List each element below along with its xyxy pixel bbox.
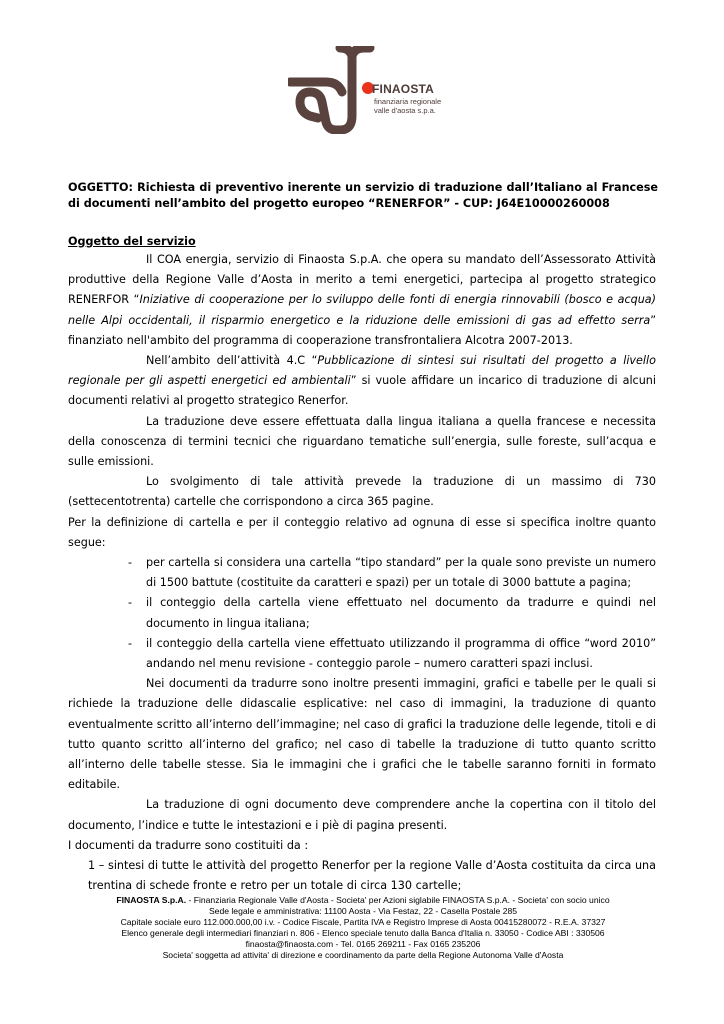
paragraph-3: La traduzione deve essere effettuata dalla lingua italiana a quella francese e necessita della conoscenza di termini tecnici che riguardano tematiche sull’energia, sulle foreste, sull’acqua e sulle emissioni. <box>68 414 656 469</box>
section-heading: Oggetto del servizio <box>68 235 196 248</box>
footer-company: FINAOSTA S.p.A. <box>116 895 187 905</box>
paragraph-1: Il COA energia, servizio di Finaosta S.p.A. che opera su mandato dell’Assessorato Attività produttive della Regione Valle d’Aosta in merito a temi energetici, partecipa al progetto strategico RENERFOR “Iniziative di cooperazione per lo sviluppo delle fonti di energia rinnovabili (bosco e acqua) nelle Alpi occidentali, il risparmio energetico e la riduzione delle emissioni di gas ad effetto serra” finanziato nell'ambito del programma di cooperazione transfrontaliera Alcotra 2007-2013. <box>68 253 657 347</box>
paragraph-8: I documenti da tradurre sono costituiti da : <box>68 838 309 852</box>
paragraph-7: La traduzione di ogni documento deve comprendere anche la copertina con il titolo del documento, l’indice e tutte le intestazioni e i piè di pagina presenti. <box>68 798 656 832</box>
footer-line-3: Capitale sociale euro 112.000.000,00 i.v. - Codice Fiscale, Partita IVA e Registro Imprese di Aosta 00415280072 - R.E.A. 37327 <box>120 916 606 927</box>
paragraph-2: Nell’ambito dell’attività 4.C “Pubblicazione di sintesi sui risultati del progetto a livello regionale per gli aspetti energetici ed ambientali” si vuole affidare un incarico di traduzione di alcuni documenti relativi al progetto strategico Renerfor. <box>68 354 656 408</box>
paragraph-5: Per la definizione di cartella e per il conteggio relativo ad ognuna di esse si specifica inoltre quanto segue: <box>68 515 656 549</box>
footer-contact: finaosta@finaosta.com - Tel. 0165 269211 - Fax 0165 235206 <box>245 938 481 949</box>
footer <box>40 895 686 960</box>
body-text <box>68 250 656 897</box>
logo-name: FINAOSTA <box>372 82 435 96</box>
list-item: - il conteggio della cartella viene effettuato nel documento da tradurre e quindi nel documento in lingua italiana; <box>68 593 656 633</box>
list-bullet: - <box>128 636 133 650</box>
footer-line-2: Sede legale e amministrativa: 11100 Aosta - Via Festaz, 22 - Casella Postale 285 <box>208 905 518 916</box>
numbered-item: 1 – sintesi di tutte le attività del progetto Renerfor per la regione Valle d’Aosta costituita da circa una trentina di schede fronte e retro per un totale di circa 130 cartelle; <box>88 859 656 893</box>
list-item: - il conteggio della cartella viene effettuato utilizzando il programma di office “word 2010” andando nel menu revisione - conteggio parole – numero caratteri spazi inclusi. <box>68 634 656 674</box>
finaosta-logo <box>288 46 458 134</box>
paragraph-4: Lo svolgimento di tale attività prevede la traduzione di un massimo di 730 (settecentotrenta) cartelle che corrispondono a circa 365 pagine. <box>68 475 656 509</box>
list-item: - per cartella si considera una cartella “tipo standard” per la quale sono previste un numero di 1500 battute (costituite da caratteri e spazi) per un totale di 3000 battute a pagina; <box>68 553 656 593</box>
paragraph-6: Nei documenti da tradurre sono inoltre presenti immagini, grafici e tabelle per le quali si richiede la traduzione delle didascalie esplicative: nel caso di immagini, la traduzione di quanto eventualmente scritto all’interno dell’immagine; nel caso di grafici la traduzione delle legende, titoli e di tutto quanto scritto all’interno del grafico; nel caso di tabelle la traduzione di tutto quanto scritto all’interno delle tabelle stesse. Sia le immagini che i grafici che le tabelle saranno forniti in formato editabile. <box>68 677 656 792</box>
subject-line: OGGETTO: Richiesta di preventivo inerente un servizio di traduzione dall’Italiano al Francese di documenti nell’ambito del progetto europeo “RENERFOR” - CUP: J64E10000260008 <box>68 181 658 210</box>
list-bullet: - <box>128 596 133 610</box>
footer-line-4: Elenco generale degli intermediari finanziari n. 806 - Elenco speciale tenuto dalla Banca d'Italia n. 33050 - Codice ABI : 330506 <box>121 927 605 938</box>
logo-subtitle-2: valle d'aosta s.p.a. <box>374 106 436 115</box>
footer-line-1: FINAOSTA S.p.A. - Finanziaria Regionale Valle d'Aosta - Societa' per Azioni siglabile FINAOSTA S.p.A. - Societa' con socio unico <box>116 895 610 905</box>
footer-line-6: Societa' soggetta ad attivita' di direzione e coordinamento da parte della Regione Autonoma Valle d'Aosta <box>162 949 564 960</box>
list-bullet: - <box>128 556 133 570</box>
logo-subtitle-1: finanziaria regionale <box>374 97 442 106</box>
